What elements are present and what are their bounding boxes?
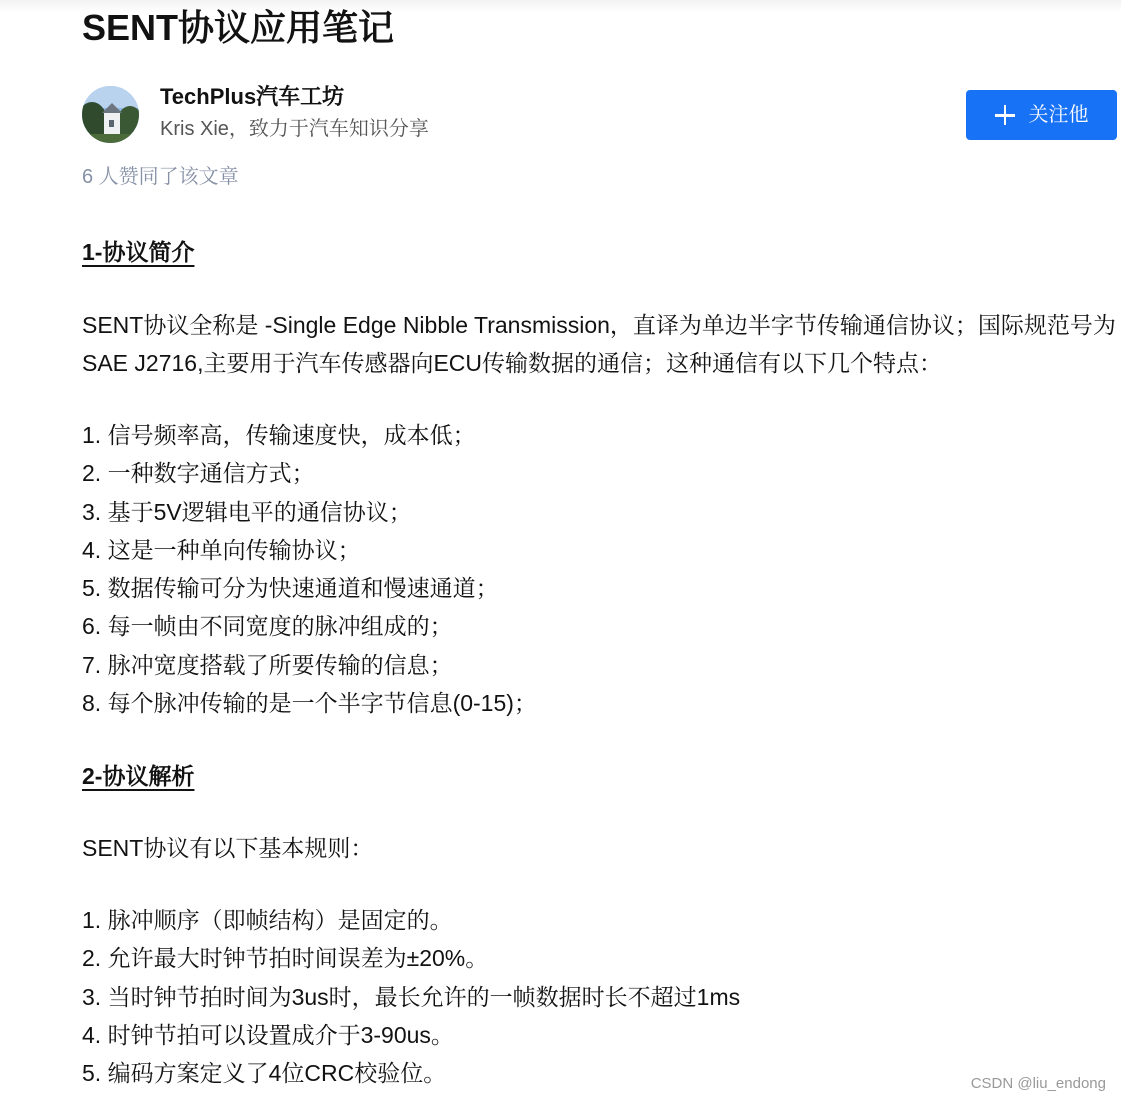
list-item: 4. 时钟节拍可以设置成介于3-90us。 xyxy=(82,1021,454,1048)
author-avatar[interactable] xyxy=(82,86,139,143)
author-bio: Kris Xie，致力于汽车知识分享 xyxy=(160,118,429,140)
list-item: 2. 一种数字通信方式； xyxy=(82,460,315,487)
section-heading-analysis: 2-协议解析 xyxy=(82,763,195,789)
rules-list xyxy=(82,901,740,1092)
watermark: CSDN @liu_endong xyxy=(970,1075,1106,1092)
list-item: 7. 脉冲宽度搭载了所要传输的信息； xyxy=(82,651,453,678)
avatar-image xyxy=(82,86,139,143)
list-item: 2. 允许最大时钟节拍时间误差为±20%。 xyxy=(82,945,489,972)
section-intro-paragraph: SENT协议全称是 -Single Edge Nibble Transmission，直译为单边半字节传输通信协议；国际规范号为SAE J2716,主要用于汽车传感器向ECU传输数据的通信；这种通信有以下几个特点： xyxy=(82,312,1116,376)
list-item: 3. 基于5V逻辑电平的通信协议； xyxy=(82,498,412,525)
article-title: SENT协议应用笔记 xyxy=(82,7,395,48)
author-name[interactable]: TechPlus汽车工坊 xyxy=(160,84,345,109)
section-heading-intro: 1-协议简介 xyxy=(82,239,195,265)
list-item: 1. 信号频率高，传输速度快，成本低； xyxy=(82,422,476,448)
follow-button[interactable] xyxy=(966,90,1117,140)
list-item: 3. 当时钟节拍时间为3us时，最长允许的一帧数据时长不超过1ms xyxy=(82,983,741,1010)
section-analysis-paragraph: SENT协议有以下基本规则： xyxy=(82,835,374,861)
list-item: 5. 数据传输可分为快速通道和慢速通道； xyxy=(82,575,499,602)
list-item: 6. 每一帧由不同宽度的脉冲组成的； xyxy=(82,613,453,640)
list-item: 8. 每个脉冲传输的是一个半字节信息(0-15)； xyxy=(82,690,537,717)
follow-button-label: 关注他 xyxy=(1028,104,1089,126)
likes-count[interactable]: 6 人赞同了该文章 xyxy=(82,166,239,188)
list-item: 1. 脉冲顺序（即帧结构）是固定的。 xyxy=(82,907,453,933)
list-item: 5. 编码方案定义了4位CRC校验位。 xyxy=(82,1060,447,1087)
feature-list xyxy=(82,416,537,722)
list-item: 4. 这是一种单向传输协议； xyxy=(82,536,361,563)
plus-icon xyxy=(995,105,1015,125)
